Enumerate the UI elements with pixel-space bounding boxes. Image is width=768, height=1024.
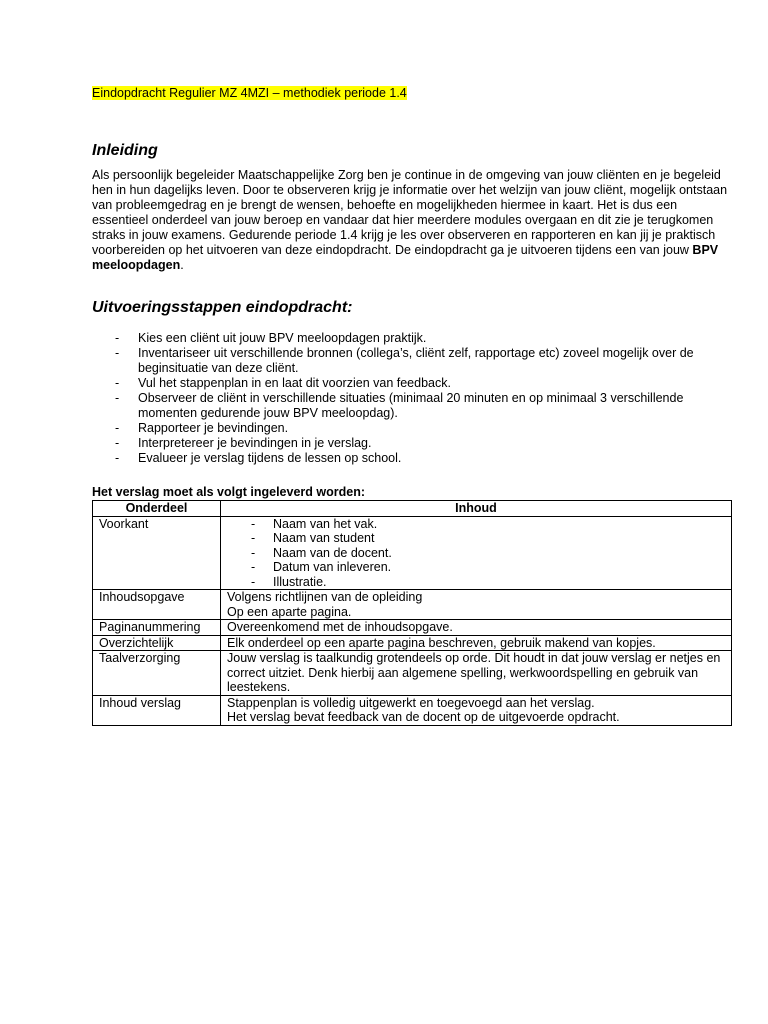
step-item: - Inventariseer uit verschillende bronnen (collega’s, cliënt zelf, rapportage etc) zoveel mogelijk over de beginsituatie van deze cliënt. (92, 346, 732, 376)
column-header-content: Inhoud (221, 501, 732, 517)
row-content-cell (221, 620, 732, 636)
intro-text-end: . (180, 258, 184, 272)
cover-item: - Illustratie. (227, 575, 725, 590)
column-header-part: Onderdeel (93, 501, 221, 517)
row-content-cell (221, 590, 732, 620)
row-part-cell: Inhoud verslag (93, 695, 221, 725)
table-row (93, 635, 732, 651)
content-line: Jouw verslag is taalkundig grotendeels op orde. Dit houdt in dat jouw verslag er netjes en correct uitziet. Denk hierbij aan algemene spelling, werkwoordspelling en gebruik van leestekens. (227, 651, 721, 694)
intro-paragraph (92, 168, 732, 273)
step-item: - Rapporteer je bevindingen. (92, 421, 732, 436)
content-line: Op een aparte pagina. (227, 604, 352, 619)
document-title-text: Eindopdracht Regulier MZ 4MZI – methodiek periode 1.4 (92, 86, 407, 100)
intro-text: Als persoonlijk begeleider Maatschappelijke Zorg ben je continue in de omgeving van jouw cliënten en je begeleid hen in hun dagelijks leven. Door te observeren krijg je informatie over het welzijn van jouw cliënt, mogelijk ontstaan van probleemgedrag en je brengt de wensen, behoefte en mogelijkheden hiermee in kaart. Het is dus een essentieel onderdeel van jouw beroep en vandaar dat hier meerdere modules overgaan en dit zie je terugkomen straks in jouw examens. Gedurende periode 1.4 krijg je les over observeren en rapporteren en kan jij je praktisch voorbereiden op het uitvoeren van deze eindopdracht. De eindopdracht ga je uitvoeren tijdens een van jouw (92, 168, 728, 257)
content-line: Overeenkomend met de inhoudsopgave. (227, 620, 453, 634)
row-content-cell (221, 635, 732, 651)
cover-item: - Datum van inleveren. (227, 560, 725, 575)
row-content-cell (221, 516, 732, 590)
report-table-heading: Het verslag moet als volgt ingeleverd worden: (92, 485, 365, 499)
row-part-cell: Taalverzorging (93, 651, 221, 696)
table-row (93, 516, 732, 590)
step-item: - Kies een cliënt uit jouw BPV meeloopdagen praktijk. (92, 331, 732, 346)
row-part-cell: Overzichtelijk (93, 635, 221, 651)
table-header-row (93, 501, 732, 517)
content-line: Stappenplan is volledig uitgewerkt en toegevoegd aan het verslag. (227, 695, 595, 710)
row-part-cell: Paginanummering (93, 620, 221, 636)
row-part-cell: Inhoudsopgave (93, 590, 221, 620)
table-row (93, 620, 732, 636)
table-row (93, 695, 732, 725)
document-page (92, 86, 732, 726)
step-item: - Vul het stappenplan in en laat dit voorzien van feedback. (92, 376, 732, 391)
content-line: Het verslag bevat feedback van de docent op de uitgevoerde opdracht. (227, 710, 620, 724)
content-line: Volgens richtlijnen van de opleiding (227, 590, 423, 604)
cover-item: - Naam van student (227, 531, 725, 546)
content-line: Elk onderdeel op een aparte pagina beschreven, gebruik makend van kopjes. (227, 635, 656, 650)
steps-list (92, 331, 732, 466)
report-table (92, 500, 732, 726)
document-title (92, 86, 732, 101)
steps-heading: Uitvoeringsstappen eindopdracht: (92, 299, 353, 316)
intro-heading: Inleiding (92, 142, 158, 159)
row-content-cell (221, 695, 732, 725)
step-item: - Observeer de cliënt in verschillende situaties (minimaal 20 minuten en op minimaal 3 verschillende momenten gedurende jouw BPV meeloopdag). (92, 391, 732, 421)
table-row (93, 651, 732, 696)
step-item: - Interpretereer je bevindingen in je verslag. (92, 436, 732, 451)
row-content-cell (221, 651, 732, 696)
cover-items-list (227, 517, 725, 590)
row-part-cell: Voorkant (93, 516, 221, 590)
cover-item: - Naam van het vak. (227, 517, 725, 532)
table-row (93, 590, 732, 620)
intro-bold-text: BPV meeloopdagen (92, 243, 719, 272)
step-item: - Evalueer je verslag tijdens de lessen op school. (92, 451, 732, 466)
cover-item: - Naam van de docent. (227, 546, 725, 561)
